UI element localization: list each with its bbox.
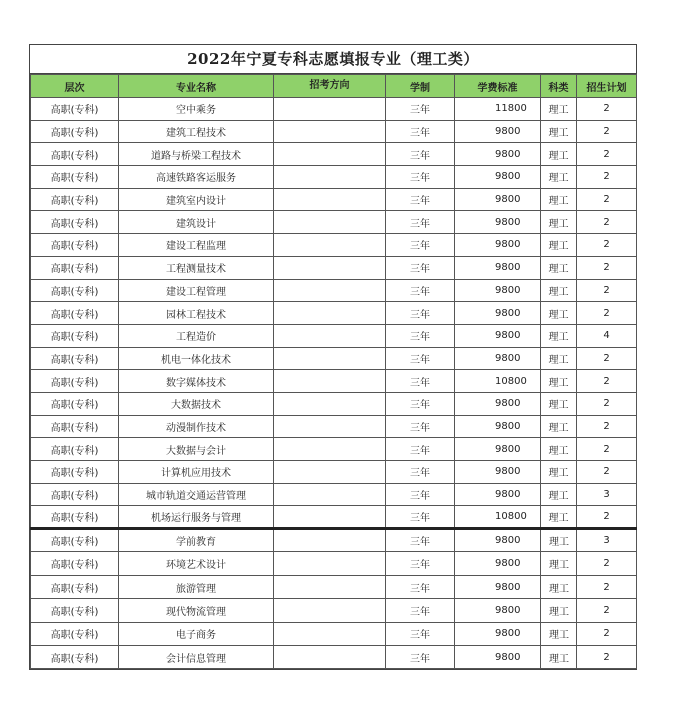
table-row [31,302,637,325]
category-cell: 理工 [541,506,577,529]
direction-cell [274,646,386,669]
category-cell: 理工 [541,622,577,645]
plan-cell: 2 [577,302,637,325]
table-row [31,575,637,598]
header-category: 科类 [541,75,577,98]
duration-cell: 三年 [386,302,455,325]
plan-cell: 2 [577,347,637,370]
duration-cell: 三年 [386,234,455,257]
major-cell: 机场运行服务与管理 [119,506,274,529]
duration-cell: 三年 [386,575,455,598]
category-cell: 理工 [541,324,577,347]
plan-cell: 2 [577,98,637,121]
table-body-group-2 [31,529,637,669]
duration-cell: 三年 [386,166,455,189]
level-cell: 高职(专科) [31,370,119,393]
level-cell: 高职(专科) [31,347,119,370]
direction-cell [274,256,386,279]
direction-cell [274,483,386,506]
level-cell: 高职(专科) [31,622,119,645]
table-body-group-1 [31,98,637,529]
category-cell: 理工 [541,234,577,257]
plan-cell: 2 [577,279,637,302]
table-row [31,599,637,622]
direction-cell [274,438,386,461]
level-cell: 高职(专科) [31,98,119,121]
direction-cell [274,370,386,393]
sheet-title: 2022年宁夏专科志愿填报专业（理工类） [30,45,636,74]
major-cell: 空中乘务 [119,98,274,121]
table-row [31,120,637,143]
category-cell: 理工 [541,461,577,484]
direction-cell [274,166,386,189]
level-cell: 高职(专科) [31,279,119,302]
direction-cell [274,552,386,575]
table-row [31,98,637,121]
major-cell: 现代物流管理 [119,599,274,622]
direction-cell [274,415,386,438]
major-cell: 城市轨道交通运营管理 [119,483,274,506]
header-direction: 招考方向 [274,75,386,98]
plan-cell: 2 [577,234,637,257]
fee-cell: 9800 [455,279,541,302]
fee-cell: 9800 [455,622,541,645]
table-row [31,234,637,257]
duration-cell: 三年 [386,120,455,143]
direction-cell [274,234,386,257]
direction-cell [274,392,386,415]
table-row [31,622,637,645]
fee-cell: 9800 [455,143,541,166]
fee-cell: 9800 [455,552,541,575]
major-cell: 大数据技术 [119,392,274,415]
level-cell: 高职(专科) [31,324,119,347]
level-cell: 高职(专科) [31,575,119,598]
table-row [31,143,637,166]
table-row [31,552,637,575]
duration-cell: 三年 [386,506,455,529]
header-row [31,75,637,98]
plan-cell: 2 [577,599,637,622]
level-cell: 高职(专科) [31,143,119,166]
header-plan: 招生计划 [577,75,637,98]
duration-cell: 三年 [386,461,455,484]
fee-cell: 11800 [455,98,541,121]
plan-cell: 2 [577,646,637,669]
fee-cell: 9800 [455,234,541,257]
table-row [31,438,637,461]
direction-cell [274,622,386,645]
major-cell: 建筑设计 [119,211,274,234]
category-cell: 理工 [541,188,577,211]
major-cell: 道路与桥梁工程技术 [119,143,274,166]
category-cell: 理工 [541,302,577,325]
plan-cell: 3 [577,529,637,552]
fee-cell: 10800 [455,370,541,393]
table-row [31,370,637,393]
category-cell: 理工 [541,438,577,461]
category-cell: 理工 [541,370,577,393]
major-cell: 环境艺术设计 [119,552,274,575]
table-row [31,506,637,529]
category-cell: 理工 [541,483,577,506]
direction-cell [274,347,386,370]
table-row [31,646,637,669]
plan-cell: 3 [577,483,637,506]
category-cell: 理工 [541,211,577,234]
header-duration: 学制 [386,75,455,98]
major-cell: 动漫制作技术 [119,415,274,438]
fee-cell: 9800 [455,347,541,370]
major-cell: 电子商务 [119,622,274,645]
category-cell: 理工 [541,392,577,415]
plan-cell: 2 [577,188,637,211]
duration-cell: 三年 [386,188,455,211]
fee-cell: 10800 [455,506,541,529]
duration-cell: 三年 [386,98,455,121]
major-cell: 计算机应用技术 [119,461,274,484]
level-cell: 高职(专科) [31,506,119,529]
level-cell: 高职(专科) [31,599,119,622]
major-cell: 大数据与会计 [119,438,274,461]
level-cell: 高职(专科) [31,552,119,575]
direction-cell [274,279,386,302]
duration-cell: 三年 [386,438,455,461]
plan-cell: 2 [577,166,637,189]
plan-cell: 2 [577,211,637,234]
level-cell: 高职(专科) [31,234,119,257]
plan-cell: 2 [577,575,637,598]
major-cell: 机电一体化技术 [119,347,274,370]
major-cell: 工程测量技术 [119,256,274,279]
fee-cell: 9800 [455,438,541,461]
major-cell: 工程造价 [119,324,274,347]
duration-cell: 三年 [386,279,455,302]
category-cell: 理工 [541,529,577,552]
category-cell: 理工 [541,256,577,279]
fee-cell: 9800 [455,529,541,552]
level-cell: 高职(专科) [31,166,119,189]
table-row [31,324,637,347]
table-row [31,461,637,484]
level-cell: 高职(专科) [31,256,119,279]
fee-cell: 9800 [455,256,541,279]
category-cell: 理工 [541,143,577,166]
major-cell: 园林工程技术 [119,302,274,325]
major-cell: 建设工程监理 [119,234,274,257]
fee-cell: 9800 [455,188,541,211]
level-cell: 高职(专科) [31,211,119,234]
plan-cell: 2 [577,438,637,461]
duration-cell: 三年 [386,211,455,234]
major-cell: 高速铁路客运服务 [119,166,274,189]
table-row [31,166,637,189]
duration-cell: 三年 [386,552,455,575]
duration-cell: 三年 [386,483,455,506]
duration-cell: 三年 [386,143,455,166]
category-cell: 理工 [541,646,577,669]
fee-cell: 9800 [455,461,541,484]
direction-cell [274,575,386,598]
table-row [31,279,637,302]
fee-cell: 9800 [455,575,541,598]
header-major: 专业名称 [119,75,274,98]
category-cell: 理工 [541,166,577,189]
fee-cell: 9800 [455,415,541,438]
major-cell: 会计信息管理 [119,646,274,669]
table-row [31,529,637,552]
major-cell: 学前教育 [119,529,274,552]
category-cell: 理工 [541,552,577,575]
direction-cell [274,529,386,552]
plan-cell: 2 [577,552,637,575]
category-cell: 理工 [541,347,577,370]
header-fee: 学费标准 [455,75,541,98]
header-level: 层次 [31,75,119,98]
duration-cell: 三年 [386,646,455,669]
direction-cell [274,188,386,211]
duration-cell: 三年 [386,392,455,415]
table-row [31,256,637,279]
level-cell: 高职(专科) [31,646,119,669]
major-cell: 建筑工程技术 [119,120,274,143]
direction-cell [274,599,386,622]
plan-cell: 2 [577,143,637,166]
level-cell: 高职(专科) [31,392,119,415]
level-cell: 高职(专科) [31,461,119,484]
direction-cell [274,324,386,347]
direction-cell [274,302,386,325]
category-cell: 理工 [541,415,577,438]
table-row [31,211,637,234]
plan-cell: 2 [577,506,637,529]
direction-cell [274,506,386,529]
level-cell: 高职(专科) [31,438,119,461]
table-row [31,483,637,506]
fee-cell: 9800 [455,646,541,669]
duration-cell: 三年 [386,599,455,622]
plan-cell: 2 [577,256,637,279]
category-cell: 理工 [541,279,577,302]
major-cell: 数字媒体技术 [119,370,274,393]
direction-cell [274,143,386,166]
category-cell: 理工 [541,575,577,598]
fee-cell: 9800 [455,324,541,347]
duration-cell: 三年 [386,415,455,438]
fee-cell: 9800 [455,302,541,325]
table-row [31,347,637,370]
plan-cell: 2 [577,370,637,393]
fee-cell: 9800 [455,166,541,189]
table-row [31,415,637,438]
major-cell: 旅游管理 [119,575,274,598]
plan-cell: 2 [577,461,637,484]
level-cell: 高职(专科) [31,529,119,552]
level-cell: 高职(专科) [31,415,119,438]
plan-cell: 4 [577,324,637,347]
direction-cell [274,98,386,121]
majors-sheet [29,44,637,670]
direction-cell [274,211,386,234]
plan-cell: 2 [577,622,637,645]
direction-cell [274,120,386,143]
category-cell: 理工 [541,599,577,622]
plan-cell: 2 [577,415,637,438]
plan-cell: 2 [577,392,637,415]
table-row [31,188,637,211]
fee-cell: 9800 [455,211,541,234]
direction-cell [274,461,386,484]
majors-table [30,74,637,669]
duration-cell: 三年 [386,324,455,347]
level-cell: 高职(专科) [31,302,119,325]
duration-cell: 三年 [386,370,455,393]
fee-cell: 9800 [455,120,541,143]
level-cell: 高职(专科) [31,120,119,143]
duration-cell: 三年 [386,347,455,370]
fee-cell: 9800 [455,392,541,415]
fee-cell: 9800 [455,483,541,506]
category-cell: 理工 [541,120,577,143]
major-cell: 建设工程管理 [119,279,274,302]
plan-cell: 2 [577,120,637,143]
duration-cell: 三年 [386,622,455,645]
duration-cell: 三年 [386,529,455,552]
category-cell: 理工 [541,98,577,121]
table-header [31,75,637,98]
fee-cell: 9800 [455,599,541,622]
level-cell: 高职(专科) [31,188,119,211]
duration-cell: 三年 [386,256,455,279]
table-row [31,392,637,415]
major-cell: 建筑室内设计 [119,188,274,211]
level-cell: 高职(专科) [31,483,119,506]
